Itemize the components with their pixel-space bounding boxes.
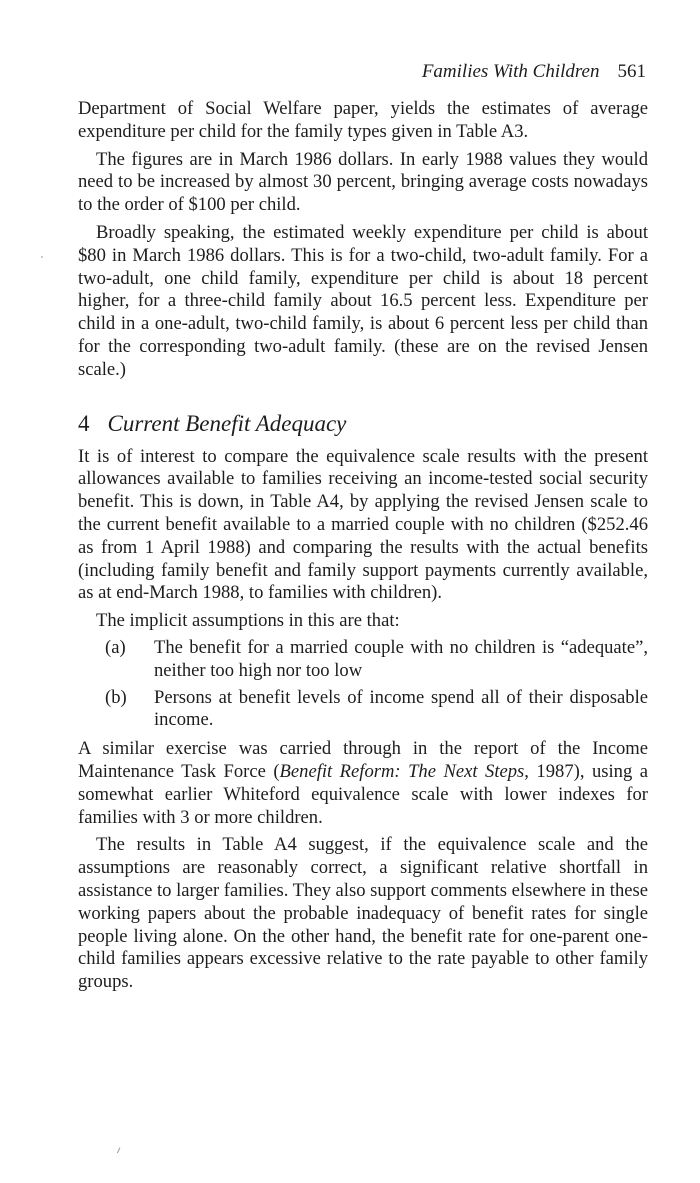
section-number: 4: [78, 410, 90, 436]
section-title: Current Benefit Adequacy: [107, 410, 347, 436]
list-item-text: The benefit for a married couple with no children is “adequate”, neither too high nor too low: [154, 636, 648, 681]
stray-mark: [117, 1147, 123, 1154]
running-head: [78, 60, 648, 84]
running-head-title: Families With Children: [421, 61, 600, 82]
margin-speck: [41, 256, 43, 258]
report-title: Benefit Reform: The Next Steps: [279, 760, 525, 782]
list-item: [78, 637, 648, 683]
page-number: 561: [617, 61, 646, 82]
assumptions-list: [78, 637, 648, 732]
paragraph-continued: Department of Social Welfare paper, yields the estimates of average expenditure per child for the family types given in Table A3.: [78, 98, 648, 142]
list-item-text: Persons at benefit levels of income spend all of their disposable income.: [154, 686, 648, 731]
section-heading: [78, 410, 648, 438]
list-item-label: (b): [105, 686, 127, 708]
list-item-label: (a): [105, 636, 126, 658]
paragraph-assumptions-intro: The implicit assumptions in this are that:: [96, 610, 400, 632]
paragraph-text: , 1987), using a somewhat earlier Whiteford equivalence scale with lower indexes for families with 3 or more children.: [78, 760, 648, 828]
paragraph-dollar-values: The figures are in March 1986 dollars. In early 1988 values they would need to be increased by almost 30 percent, bringing average costs nowadays to the order of $100 per child.: [78, 148, 648, 216]
list-item: [78, 687, 648, 733]
paragraph-expenditure-per-child: Broadly speaking, the estimated weekly expenditure per child is about $80 in March 1986 dollars. This is for a two-child, two-adult family. For a two-adult, one child family, expenditure per child is about 18 percent higher, for a three-child family about 16.5 percent less. Expenditure per child in a one-adult, two-child family, is about 6 percent less per child than for the corresponding two-adult family. (these are on the revised Jensen scale.): [78, 221, 648, 380]
page-body: [78, 60, 648, 994]
paragraph-benefit-comparison: It is of interest to compare the equivalence scale results with the present allowances available to families receiving an income-tested social security benefit. This is down, in Table A4, by applying the revised Jensen scale to the current benefit available to a married couple with no children ($252.46 as from 1 April 1988) and comparing the results with the actual benefits (including family benefit and family support payments currently available, as at end-March 1988, to families with children).: [78, 445, 648, 604]
paragraph-results: The results in Table A4 suggest, if the equivalence scale and the assumptions are reasonably correct, a significant relative shortfall in assistance to larger families. They also support comments elsewhere in these working papers about the probable inadequacy of benefit rates for single people living alone. On the other hand, the benefit rate for one-parent one-child families appears excessive relative to the rate payable to other family groups.: [78, 834, 648, 993]
paragraph-similar-exercise: [78, 738, 648, 829]
paragraph-text: A similar exercise was carried through in the report of the Income Maintenance Task Force (: [78, 738, 648, 782]
